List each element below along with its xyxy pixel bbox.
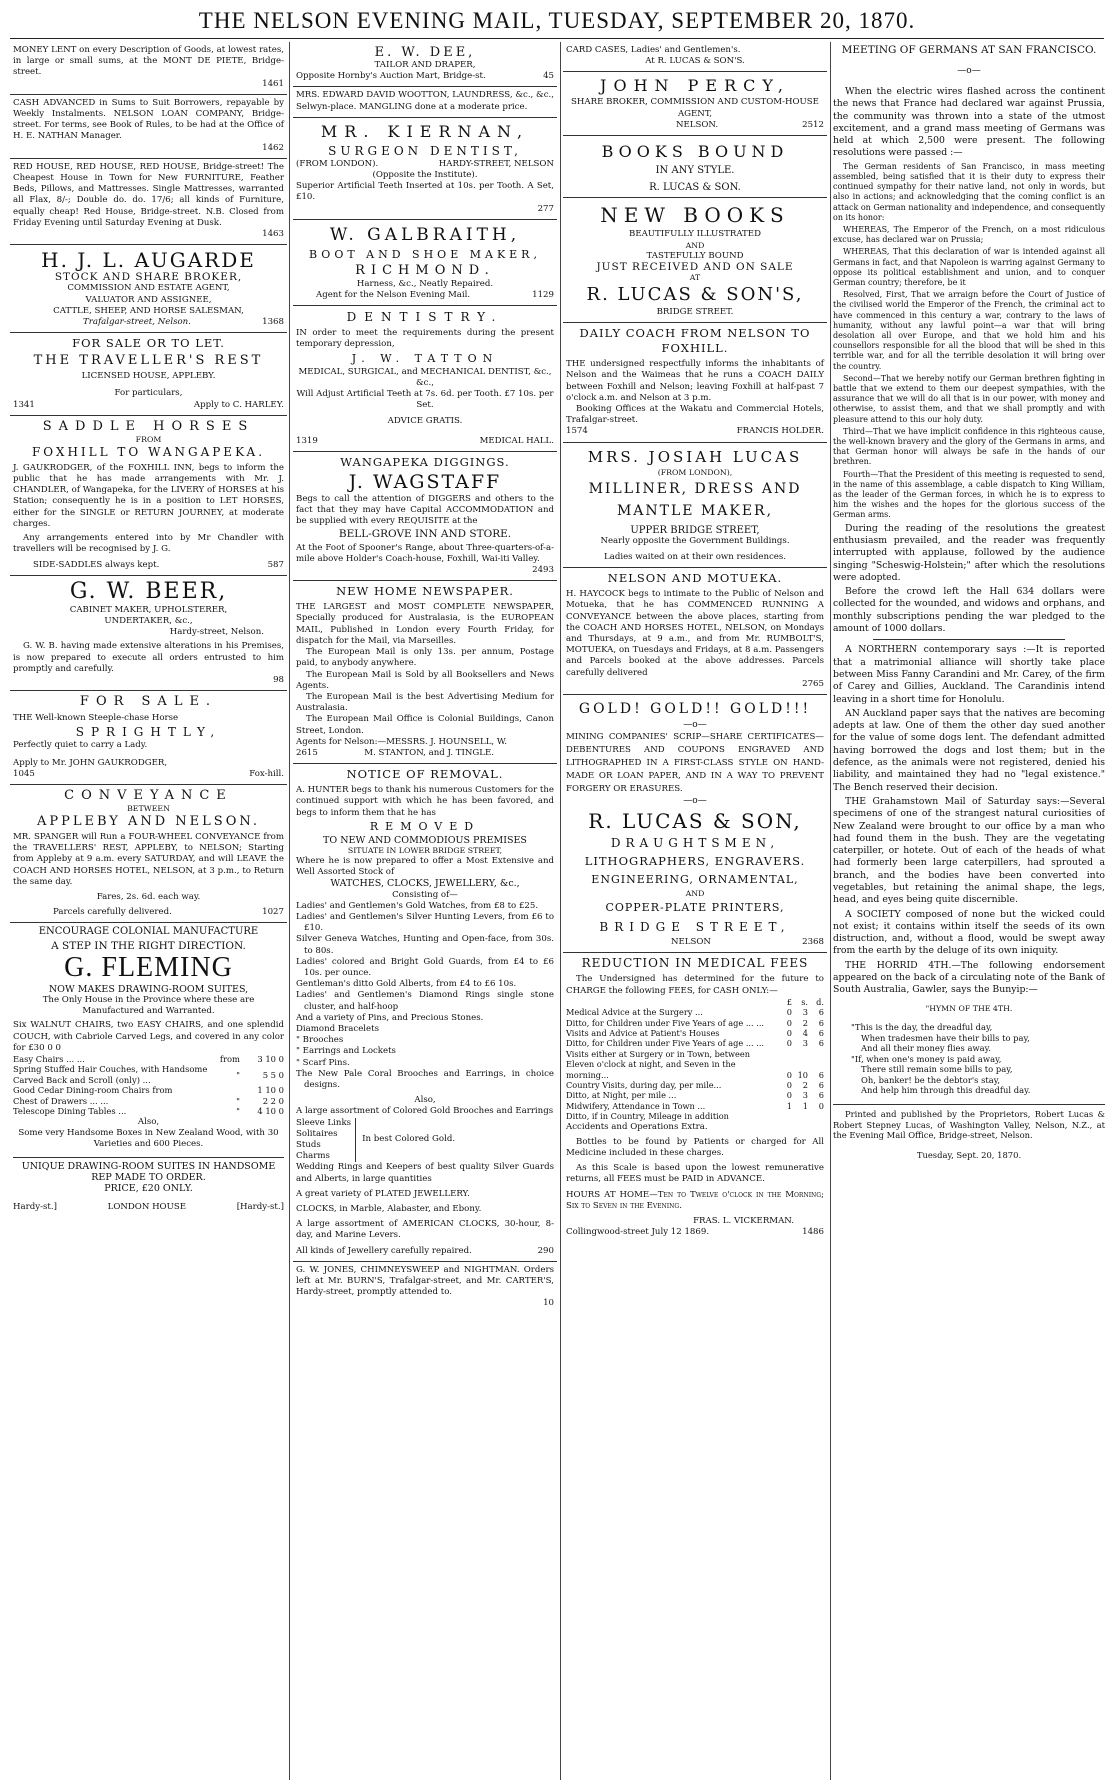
removal-stock-list (296, 901, 554, 1091)
column-rule (560, 42, 561, 1780)
list-item: Gentleman's ditto Gold Alberts, from £4 to £6 10s. (296, 979, 517, 990)
table-row: Medical Advice at the Surgery ... 0 3 6 (566, 1007, 824, 1018)
ad-for-sale-or-let: FOR SALE OR TO LET. THE TRAVELLER'S REST LICENSED HOUSE, APPLEBY. For particulars, 1341 Apply to C. HARLEY. (10, 333, 287, 416)
poem-line: Oh, banker! be the debtor's stay, (861, 1074, 1001, 1085)
ad-percy: JOHN PERCY, SHARE BROKER, COMMISSION AND CUSTOM-HOUSE AGENT, NELSON. 2512 (563, 72, 827, 136)
list-item: And a variety of Pins, and Precious Stones. (296, 1012, 484, 1023)
ad-nelson-motueka: NELSON AND MOTUEKA. H. HAYCOCK begs to intimate to the Public of Nelson and Motueka, that he has COMMENCED RUNNING A CONVEYANCE between the above places, starting from the COACH AND HORSES HOTEL, NELSON, on Mondays and Thursdays, at 9 a.m., and from Mr. RUMBOLT'S, MOTUEKA, on Tuesdays and Fridays, at 8 a.m. Passengers and Parcels booked at the above addresses. Parcels carefully delivered 2765 (563, 568, 827, 695)
ad-augarde: H. J. L. AUGARDE STOCK AND SHARE BROKER, COMMISSION AND ESTATE AGENT, VALUATOR AND ASSIGNEE, CATTLE, SHEEP, AND HORSE SALESMAN, Trafalgar-street, Nelson. 1368 (10, 245, 287, 333)
table-row: Ditto, at Night, per mile ... 0 3 6 (566, 1090, 824, 1101)
ad-jones-chimneysweep: G. W. JONES, CHIMNEYSWEEP and NIGHTMAN. Orders left at Mr. BURN'S, Trafalgar-street, and Mr. CARTER'S, Hardy-street, promptly attended to. 10 (296, 1264, 554, 1309)
ad-dee: E. W. DEE, TAILOR AND DRAPER, Opposite Hornby's Auction Mart, Bridge-st. 45 (293, 42, 557, 87)
list-item: Ladies' and Gentlemen's Diamond Rings single stone cluster, and half-hoop (296, 990, 554, 1012)
price-row: Good Cedar Dining-room Chairs from 1 10 0 (13, 1085, 284, 1096)
gold-items-group: Sleeve Links Solitaires Studs Charms In best Colored Gold. (296, 1117, 456, 1162)
ad-fleming: ENCOURAGE COLONIAL MANUFACTURE A STEP IN THE RIGHT DIRECTION. G. FLEMING NOW MAKES DRAWING-ROOM SUITES, The Only House in the Province where these are Manufactured and Warranted. Six WALNUT CHAIRS, two EASY CHAIRS, and one splendid COUCH, with Cabriole Carved Legs, and covered in any color for £30 0 0 Easy Chairs ... ... from 3 10 0 Spring Stuffed Hair Couches, with Handsome Carved Back and Scroll (only) ... " 5 5 0 Good Cedar Dining-room Chairs from 1 10 0 Chest of Drawers ... ... " 2 2 0 Telescope Dining Tables ... " 4 10 0 Also, Some very Handsome Boxes in New Zealand Wood, with 30 Varieties and 600 Pieces. UNIQUE DRAWING-ROOM SUITES IN HANDSOME REP MADE TO ORDER. PRICE, £20 ONLY. Hardy-st.] LONDON HOUSE [Hardy-st.] (13, 926, 284, 1213)
table-row: Visits either at Surgery or in Town, between Eleven o'clock at night, and Seven in the morning... 0 10 6 (566, 1048, 824, 1080)
ad-red-house: RED HOUSE, RED HOUSE, RED HOUSE, Bridge-street! The Cheapest House in Town for New FURNITURE, Feather Beds, Pillows, and Mattresses. Single Mattresses, warranted all Flax, 8/-; Double do. do. 17/6; all kinds of Furniture, equally cheap! Red House, Bridge-street. N.B. Closed from Friday Evening until Saturday Evening at Dusk. 1463 (10, 159, 287, 245)
ad-gold-lithographers: GOLD! GOLD!! GOLD!!! —o— MINING COMPANIES' SCRIP—SHARE CERTIFICATES—DEBENTURES AND COUPONS ENGRAVED AND LITHOGRAPHED IN A FIRST-CLASS STYLE ON HAND-MADE OR LOAN PAPER, AND IN A WAY TO PREVENT FORGERY OR ERASURES. —o— R. LUCAS & SON, DRAUGHTSMEN, LITHOGRAPHERS, ENGRAVERS. ENGINEERING, ORNAMENTAL, AND COPPER-PLATE PRINTERS, BRIDGE STREET, NELSON 2368 (563, 695, 827, 953)
column-1 (10, 42, 287, 1780)
list-item: Studs (296, 1140, 321, 1151)
poem-line: There still remain some bills to pay, (861, 1064, 1013, 1075)
column-3 (563, 42, 827, 1780)
masthead-rule (10, 38, 1104, 39)
list-item: Silver Geneva Watches, Hunting and Open-face, from 30s. to 80s. (296, 934, 554, 956)
fleming-price-list (13, 1054, 284, 1117)
list-item: " Scarf Pins. (296, 1057, 350, 1068)
ad-wootton: MRS. EDWARD DAVID WOOTTON, LAUNDRESS, &c., &c., Selwyn-place. MANGLING done at a moderate price. (293, 87, 557, 117)
ad-kiernan: MR. KIERNAN, SURGEON DENTIST, (FROM LONDON). HARDY-STREET, NELSON (Opposite the Institute). Superior Artificial Teeth Inserted at 10s. per Tooth. A Set, £10. 277 (293, 118, 557, 220)
ad-books-bound: BOOKS BOUND IN ANY STYLE. R. LUCAS & SON. (563, 136, 827, 198)
poem-hymn-of-the-4th (833, 1022, 1105, 1096)
ad-dentistry: DENTISTRY. IN order to meet the requirements during the present temporary depression, J. W. TATTON MEDICAL, SURGICAL, and MECHANICAL DENTIST, &c., &c., Will Adjust Artificial Teeth at 7s. 6d. per Tooth. £7 10s. per Set. ADVICE GRATIS. 1319 MEDICAL HALL. (293, 306, 557, 452)
poem-line: When tradesmen have their bills to pay, (861, 1032, 1030, 1043)
imprint: Printed and published by the Proprietors, Robert Lucas & Robert Stepney Lucas, of Washington Valley, Nelson, N.Z., at the Evening Mail Office, Bridge-street, Nelson. Tuesday, Sept. 20, 1870. (833, 1104, 1105, 1161)
price-row: Spring Stuffed Hair Couches, with Handsome Carved Back and Scroll (only) ... " 5 5 0 (13, 1064, 284, 1085)
ad-new-books: NEW BOOKS BEAUTIFULLY ILLUSTRATED AND TASTEFULLY BOUND JUST RECEIVED AND ON SALE AT R. LUCAS & SON'S, BRIDGE STREET. (563, 198, 827, 323)
column-2 (293, 42, 557, 1780)
column-rule (830, 42, 831, 1780)
ad-mrs-lucas: MRS. JOSIAH LUCAS (FROM LONDON), MILLINER, DRESS AND MANTLE MAKER, UPPER BRIDGE STREET, Nearly opposite the Government Buildings. Ladies waited on at their own residences. (563, 443, 827, 569)
column-4-news: MEETING OF GERMANS AT SAN FRANCISCO. —o— When the electric wires flashed across the continent the news that France had declared war against Prussia, the community was thrown into a state of the utmost excitement, and a grand mass meeting of Germans was held at which 2,500 were present. The following resolutions were passed :— The German residents of San Francisco, in mass meeting assembled, being satisfied that it is their duty to express their continued sympathy for their native land, not only in words, but also in actions; and acknowledging that the coming conflict is an attack on German nationality and independence, and consequently on its honor: WHEREAS, The Emperor of the French, on a most ridiculous excuse, has declared war on Prussia; WHEREAS, That this declaration of war is intended against all Germans in fact, and that Napoleon is warring against Germany to oppose its political establishment and union, and to conquer German country; therefore, be it Resolved, First, That we arraign before the Court of Justice of the civilised world the Emperor of the French, the criminal act to have commenced in this century a war, contrary to the laws of humanity, without any lawful point—a war that will bring desolation all over Europe, and that we hold him and his counsellors responsible for all the blood that will be shed in this terrible war, and for all the terrible desolation it will bring over the country. Second—That we hereby notify our German brethren fighting in battle that we extend to them our deepest sympathies, with the assurance that we will do all that is in our power, with money and otherwise, to assist them, and that we shall promptly and with pleasure attend to this our holy duty. Third—That we have implicit confidence in this righteous cause, the well-known bravery and the glory of the Germans in arms, and that German honor will always be safe in the hands of our brethren. Fourth—That the President of this meeting is requested to send, in the name of this assemblage, a cable dispatch to King William, as the leader of the German forces, in which he is to express to him the wishes and the hopes for the glorious success of the German arms. During the reading of the resolutions the greatest enthusiasm prevailed, and the reader was frequently interrupted with applause, followed by the audience singing "Scheswig-Holstein;" after which the resolutions were adopted. Before the crowd left the Hall 634 dollars were collected for the wounded, and widows and orphans, and monthly subscriptions pending the war pledged to the amount of 1000 dollars. A NORTHERN contemporary says :—It is reported that a matrimonial alliance will shortly take place between Miss Fanny Carandini and Mr. Carey, of the firm of Carey and Gillies, Auckland. The Carandinis intend leaving in a short time for Honolulu. AN Auckland paper says that the natives are becoming adepts at law. One of them the other day sued another for the value of some dogs lent. The defendant admitted having borrowed the dogs and lost them; but in the defence, as the animals were not registered, denied his liability, and maintained they had no "legal existence." The Bench reserved their decision. THE Grahamstown Mail of Saturday says:—Several specimens of one of the strangest natural curiosities of New Zealand were brought to our office by a man who had found them in the bush. They are the vegetating caterpiller, or hotete. Out of each of the heads of what had formerly been large caterpillers, had sprouted a branch, and the bodies have been converted into vegetables, but retaining the animal shape, the legs, head, and eyes being quite discernible. A SOCIETY composed of none but the wicked could not exist; it contains within itself the seeds of its own distruction, and, without a flood, would be swept away from the earth by the deluge of its own iniquity. THE HORRID 4TH.—The following endorsement appeared on the back of a circulating note of the Bank of South Australia, Gawler, says the Bunyip:— "HYMN OF THE 4TH. "This is the day, the dreadful day, When tradesmen have their bills to pay, And all their money flies away. "If, when one's money is paid away, There still remain some bills to pay, Oh, banker! be the debtor's stay, And help him through this dreadful day. Printed and published by the Proprietors, Robert Lucas & Robert Stepney Lucas, of Washington Valley, Nelson, N.Z., at the Evening Mail Office, Bridge-street, Nelson. Tuesday, Sept. 20, 1870. (833, 44, 1105, 1160)
price-row: Telescope Dining Tables ... " 4 10 0 (13, 1106, 284, 1117)
list-item: Ladies' colored and Bright Gold Guards, from £4 to £6 10s. per ounce. (296, 956, 554, 978)
headline-meeting-of-germans: MEETING OF GERMANS AT SAN FRANCISCO. (841, 44, 1097, 56)
ad-cash-advanced: CASH ADVANCED in Sums to Suit Borrowers, repayable by Weekly Instalments. NELSON LOAN COMPANY, Bridge-street. For terms, see Book of Rules, to be had at the Office of H. E. NATHAN Manager. 1462 (10, 95, 287, 159)
ad-saddle-horses: SADDLE HORSES FROM FOXHILL TO WANGAPEKA. J. GAUKRODGER, of the FOXHILL INN, begs to inform the public that he has made arrangements with Mr. J. CHANDLER, of Wangapeka, for the LIVERY of HORSES at his Station; consequently he is in a position to LET HORSES, either for the SINGLE or RETURN JOURNEY, at moderate charges. Any arrangements entered into by Mr Chandler with travellers will be recognised by J. G. SIDE-SADDLES always kept. 587 (10, 416, 287, 576)
ad-for-sale: FOR SALE. THE Well-known Steeple-chase Horse SPRIGHTLY, Perfectly quiet to carry a Lady. Apply to Mr. JOHN GAUKRODGER, 1045 Fox-hill. (10, 691, 287, 785)
ad-notice-of-removal: NOTICE OF REMOVAL. A. HUNTER begs to thank his numerous Customers for the continued support with which he has been favored, and begs to inform them that he has REMOVED TO NEW AND COMMODIOUS PREMISES SITUATE IN LOWER BRIDGE STREET, Where he is now prepared to offer a Most Extensive and Well Assorted Stock of WATCHES, CLOCKS, JEWELLERY, &c., Consisting of— Ladies' and Gentlemen's Gold Watches, from £8 to £25. Ladies' and Gentlemen's Silver Hunting Levers, from £6 to £10. Silver Geneva Watches, Hunting and Open-face, from 30s. to 80s. Ladies' colored and Bright Gold Guards, from £4 to £6 10s. per ounce. Gentleman's ditto Gold Alberts, from £4 to £6 10s. Ladies' and Gentlemen's Diamond Rings single stone cluster, and half-hoop And a variety of Pins, and Precious Stones. Diamond Bracelets " Brooches " Earrings and Lockets " Scarf Pins. The New Pale Coral Brooches and Earrings, in choice designs. Also, A large assortment of Colored Gold Brooches and Earrings Sleeve Links Solitaires Studs Charms In best Colored Gold. Wedding Rings and Keepers of best quality Silver Guards and Alberts, in large quantities A great variety of PLATED JEWELLERY. CLOCKS, in Marble, Alabaster, and Ebony. A large assortment of AMERICAN CLOCKS, 30-hour, 8-day, and Marine Levers. All kinds of Jewellery carefully repaired. 290 (293, 764, 557, 1262)
list-item: " Brooches (296, 1035, 344, 1046)
poem-line: And all their money flies away. (861, 1043, 991, 1054)
ad-new-home-newspaper: NEW HOME NEWSPAPER. THE LARGEST and MOST COMPLETE NEWSPAPER, Specially produced for Australasia, is the EUROPEAN MAIL, Published in London every Fourth Friday, for dispatch for the Mail, via Marseilles. The European Mail is only 13s. per annum, Postage paid, to anybody anywhere. The European Mail is Sold by all Booksellers and News Agents. The European Mail is the best Advertising Medium for Australasia. The European Mail Office is Colonial Buildings, Canon Street, London. Agents for Nelson:—MESSRS. J. HOUNSELL, W. 2615 M. STANTON, and J. TINGLE. (293, 581, 557, 764)
table-row: Ditto, if in Country, Mileage in addition (566, 1111, 729, 1122)
price-row: Chest of Drawers ... ... " 2 2 0 (13, 1095, 284, 1106)
table-row: Ditto, for Children under Five Years of age ... ... 0 2 6 (566, 1017, 824, 1028)
poem-line: "This is the day, the dreadful day, (851, 1022, 993, 1033)
ad-wangapeka-diggings: WANGAPEKA DIGGINGS. J. WAGSTAFF Begs to call the attention of DIGGERS and others to the fact that they may have Capital ACCOMMODATION and be supplied with every REQUISITE at the BELL-GROVE INN AND STORE. At the Foot of Spooner's Range, about Three-quarters-of-a-mile above Holder's Coach-house, Foxhill, Wai-iti Valley. 2493 (293, 452, 557, 581)
medical-fees-table: £ s. d. Medical Advice at the Surgery ... 0 3 6 Ditto, for Children under Five Years of age ... ... 0 2 6 Visits and Advice at Patient's Houses 0 4 6 Ditto, for Children under Five Years of age ... ... 0 3 6 Visits either at Surgery or in Town, between Eleven o'clock at night, and Seven in the morning... 0 10 6 Country Visits, during day, per mile... 0 2 6 Ditto, at Night, per mile ... 0 3 6 Midwifery, Attendance in Town ... 1 1 0 Ditto, if in Country, Mileage in addition (566, 996, 824, 1122)
ad-card-cases: CARD CASES, Ladies' and Gentlemen's. At R. LUCAS & SON'S. (563, 42, 827, 72)
column-rule (289, 42, 290, 1780)
ad-galbraith: W. GALBRAITH, BOOT AND SHOE MAKER, RICHMOND. Harness, &c., Neatly Repaired. Agent for the Nelson Evening Mail. 1129 (293, 220, 557, 306)
list-item: Ladies' and Gentlemen's Silver Hunting Levers, from £6 to £10. (296, 911, 554, 934)
ad-daily-coach: DAILY COACH FROM NELSON TO FOXHILL. THE undersigned respectfully informs the inhabitants of Nelson and the Waimeas that he runs a COACH DAILY between Foxhill and Nelson; leaving Foxhill at half-past 7 o'clock a.m. and Nelson at 3 p.m. Booking Offices at the Wakatu and Commercial Hotels, Trafalgar-street. 1574 FRANCIS HOLDER. (563, 323, 827, 442)
list-item: " Earrings and Lockets (296, 1046, 396, 1057)
list-item: Solitaires (296, 1128, 338, 1139)
list-item: Charms (296, 1151, 330, 1162)
list-item: The New Pale Coral Brooches and Earrings, in choice designs. (296, 1068, 554, 1090)
masthead: THE NELSON EVENING MAIL, TUESDAY, SEPTEMBER 20, 1870. (198, 8, 916, 33)
ad-beer: G. W. BEER, CABINET MAKER, UPHOLSTERER, UNDERTAKER, &c., Hardy-street, Nelson. G. W. B. having made extensive alterations in his Premises, is now prepared to execute all orders entrusted to him promptly and carefully. 98 (10, 576, 287, 691)
list-item: Diamond Bracelets (296, 1023, 379, 1034)
poem-line: "If, when one's money is paid away, (851, 1053, 1002, 1064)
list-item: Sleeve Links (296, 1117, 352, 1128)
table-row: Visits and Advice at Patient's Houses 0 4 6 (566, 1027, 824, 1038)
price-row: Easy Chairs ... ... from 3 10 0 (13, 1053, 284, 1064)
table-row: Midwifery, Attendance in Town ... 1 1 0 (566, 1100, 824, 1111)
ad-conveyance: CONVEYANCE BETWEEN APPLEBY AND NELSON. MR. SPANGER will Run a FOUR-WHEEL CONVEYANCE from the TRAVELLERS' REST, APPLEBY, to NELSON; Starting from Appleby at 9 a.m. every SATURDAY, and will LEAVE the COACH AND HORSES HOTEL, NELSON, at 3 p.m., to Return the same day. Fares, 2s. 6d. each way. Parcels carefully delivered. 1027 (10, 785, 287, 923)
table-row: Ditto, for Children under Five Years of age ... ... 0 3 6 (566, 1038, 824, 1049)
table-row: Country Visits, during day, per mile... 0 2 6 (566, 1079, 824, 1090)
ad-medical-fees: REDUCTION IN MEDICAL FEES The Undersigned has determined for the future to CHARGE the following FEES, for CASH ONLY:— £ s. d. Medical Advice at the Surgery ... 0 3 6 Ditto, for Children under Five Years of age ... ... 0 2 6 Visits and Advice at Patient's Houses 0 4 6 Ditto, for Children under Five Years of age ... ... 0 3 6 Visits either at Surgery or in Town, between Eleven o'clock at night, and Seven in the morning... 0 10 6 Country Visits, during day, per mile... 0 2 6 Ditto, at Night, per mile ... 0 3 6 Midwifery, Attendance in Town ... 1 1 0 Ditto, if in Country, Mileage in addition Accidents and Operations Extra. Bottles to be found by Patients or charged for All Medicine included in these charges. As this Scale is based upon the lowest remunerative returns, all FEES must be PAID in ADVANCE. HOURS AT HOME—Ten to Twelve o'clock in the Morning; Six to Seven in the Evening. FRAS. L. VICKERMAN. Collingwood-street July 12 1869. 1486 (566, 956, 824, 1238)
poem-line: And help him through this dreadful day. (861, 1085, 1031, 1096)
ad-money-lent: MONEY LENT on every Description of Goods, at lowest rates, in large or small sums, at the MONT DE PIETE, Bridge-street. 1461 (10, 42, 287, 95)
list-item: Ladies' and Gentlemen's Gold Watches, from £8 to £25. (296, 900, 539, 911)
